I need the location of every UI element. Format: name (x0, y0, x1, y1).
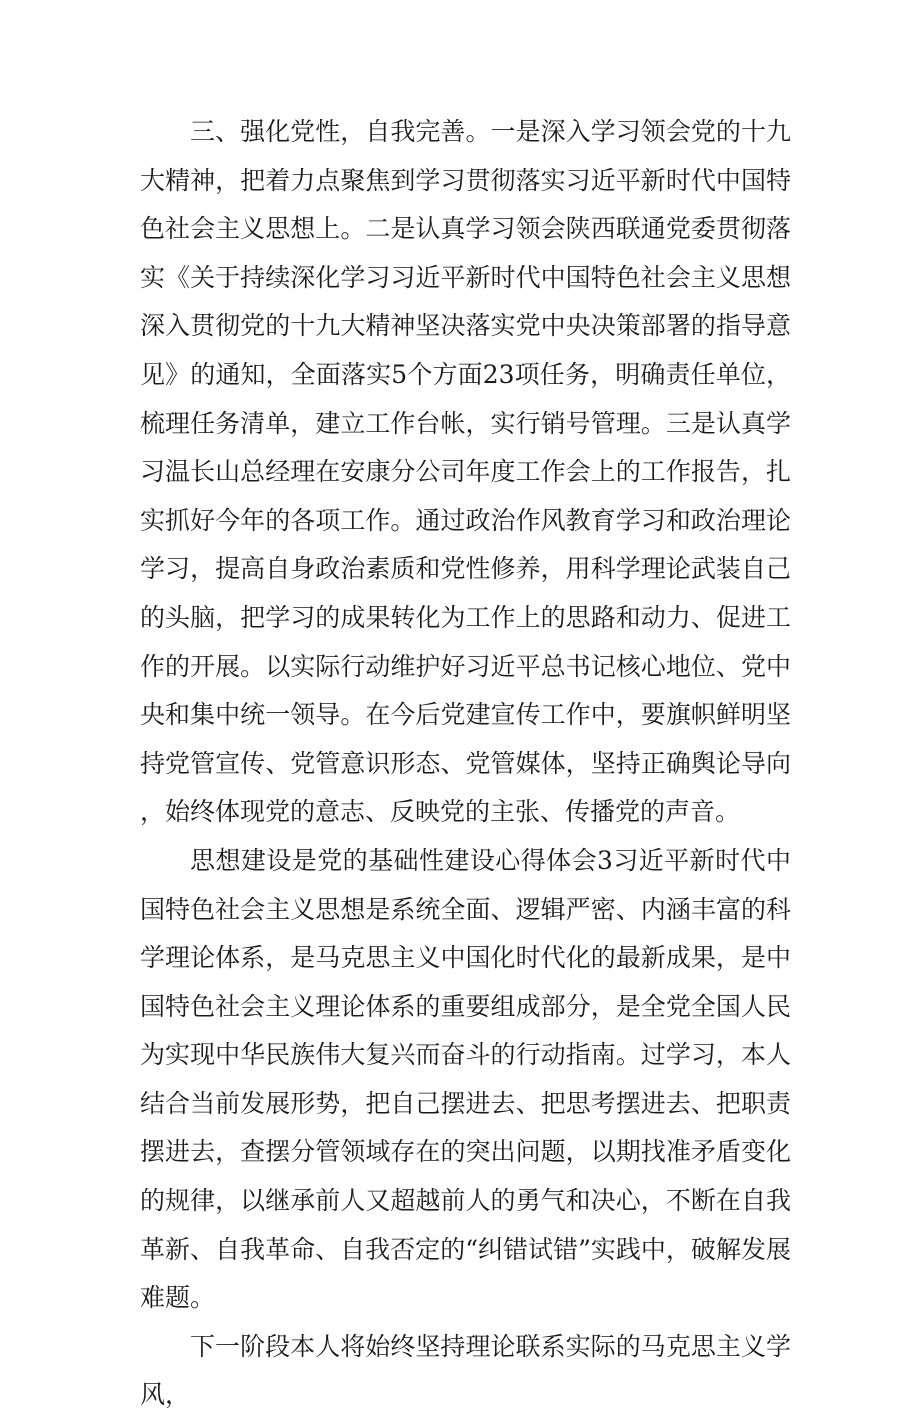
document-body (140, 108, 791, 1420)
paragraph-next-stage: 下一阶段本人将始终坚持理论联系实际的马克思主义学风， (140, 1331, 791, 1410)
paragraph-ideological-building: 思想建设是党的基础性建设心得体会3习近平新时代中国特色社会主义思想是系统全面、逻辑严密、内涵丰富的科学理论体系，是马克思主义中国化时代化的最新成果，是中国特色社会主义理论体系的重要组成部分，是全党全国人民为实现中华民族伟大复兴而奋斗的行动指南。过学习，本人结合当前发展形势，把自己摆进去、把思考摆进去、把职责摆进去，查摆分管领域存在的突出问题，以期找准矛盾变化的规律，以继承前人又超越前人的勇气和决心，不断在自我革新、自我革命、自我否定的“纠错试错”实践中，破解发展难题。 (140, 845, 791, 1313)
paragraph-party-spirit: 三、强化党性，自我完善。一是深入学习领会党的十九大精神，把着力点聚焦到学习贯彻落实习近平新时代中国特色社会主义思想上。二是认真学习领会陕西联通党委贯彻落实《关于持续深化学习习近平新时代中国特色社会主义思想深入贯彻党的十九大精神坚决落实党中央决策部署的指导意见》的通知，全面落实5个方面23项任务，明确责任单位，梳理任务清单，建立工作台帐，实行销号管理。三是认真学习温长山总经理在安康分公司年度工作会上的工作报告，扎实抓好今年的各项工作。通过政治作风教育学习和政治理论学习，提高自身政治素质和党性修养，用科学理论武装自己的头脑，把学习的成果转化为工作上的思路和动力、促进工作的开展。以实际行动维护好习近平总书记核心地位、党中央和集中统一领导。在今后党建宣传工作中，要旗帜鲜明坚持党管宣传、党管意识形态、党管媒体，坚持正确舆论导向，始终体现党的意志、反映党的主张、传播党的声音。 (140, 117, 791, 827)
